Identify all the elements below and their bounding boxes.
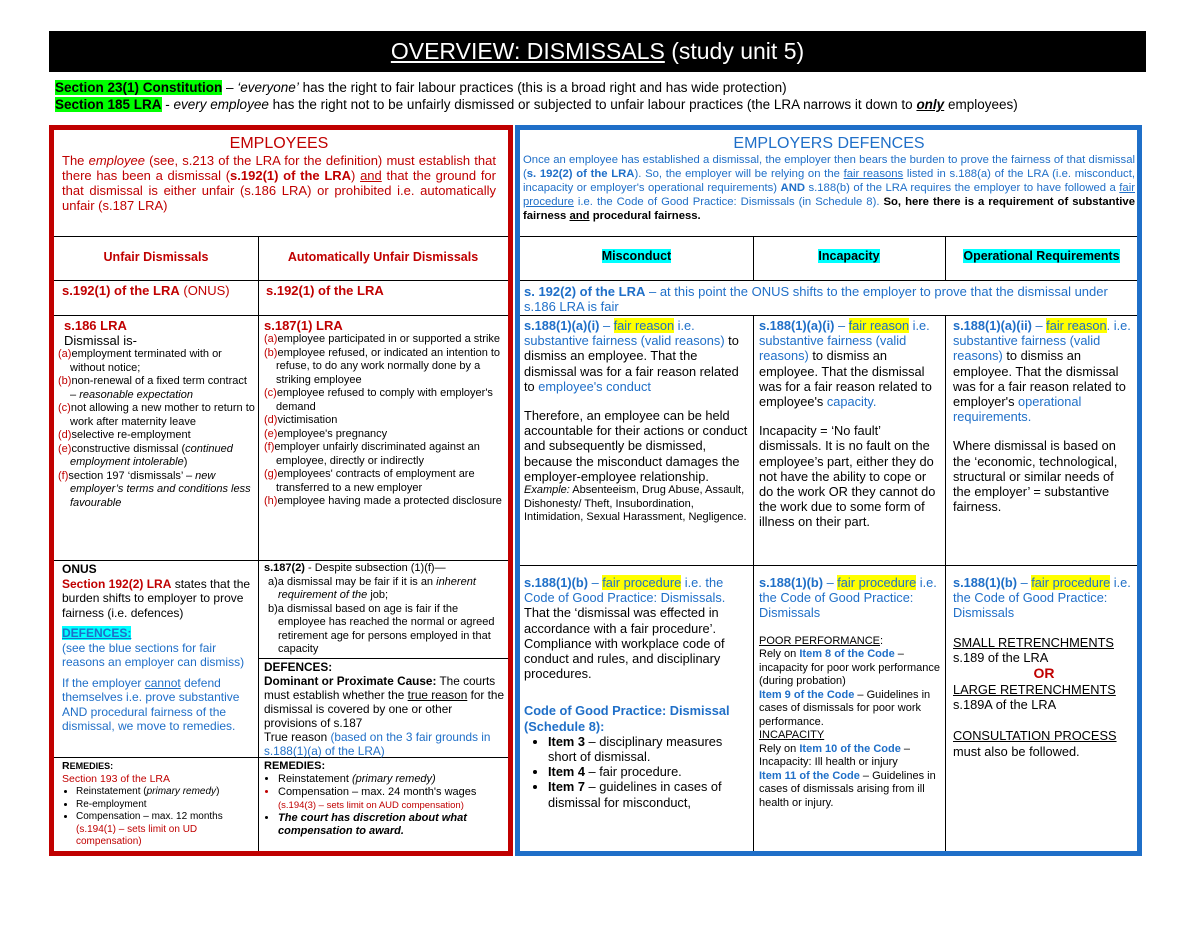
list-item: (b)employee refused, or indicated an intention to refuse, to do any work normally done by a striking employee: [264, 346, 501, 386]
divider: [753, 315, 754, 851]
employees-box: [62, 134, 496, 213]
item-letter: (f): [58, 469, 69, 482]
list-item: • Reinstatement (primary remedy): [76, 786, 256, 799]
remedies-unfair: REMEDIES: Section 193 of the LRA • Reinstatement (primary remedy) • Re-employment • Compensation – max. 12 months (s.194(1) – sets limit on UD compensation): [62, 760, 256, 849]
list-item: (b)non-renewal of a fixed term contract – reasonable expectation: [58, 375, 247, 401]
item-letter: (e): [264, 427, 278, 440]
list-item: • Re-employment: [76, 799, 256, 812]
operational-reason: s.188(1)(a)(ii) – fair reason. i.e. substantive fairness (valid reasons) to dismiss an employee. That the dismissal was for a fair reason related to employer's operational requirements. Where dismissal is based on the ‘economic, technological, structural or similar needs of the employer’ = substantive fairness.: [953, 318, 1131, 515]
remedies-auto: REMEDIES: • Reinstatement (primary remedy) • Compensation – max. 24 month's wages (s.194(3) – sets limit on AUD compensation) • The court has discretion about what compensation to award.: [264, 760, 506, 838]
list-item: (e)employee's pregnancy: [264, 427, 388, 440]
item-letter: (b): [58, 375, 72, 387]
col-auto-unfair: Automatically Unfair Dismissals: [287, 250, 479, 264]
s187-2-box: s.187(2) - Despite subsection (1)(f)— a)a dismissal may be fair if it is an inherent requirement of the job; b)a dismissal based on age is fair if the employee has reached the normal or agreed retirement age for persons employed in that capacity: [264, 562, 495, 655]
onus-employer: s. 192(2) of the LRA – at this point the ONUS shifts to the employer to prove that the dismissal under s.186 LRA is fair: [524, 284, 1108, 314]
divider: [259, 658, 508, 659]
intro: [55, 79, 1155, 113]
item-letter: (c): [264, 387, 277, 399]
list-item: (h)employee having made a protected disclosure: [264, 495, 502, 507]
item-letter: (d): [58, 429, 72, 441]
divider: [54, 236, 508, 237]
divider: [520, 315, 1137, 316]
onus-auto: s.192(1) of the LRA: [266, 283, 384, 298]
auto-defences: DEFENCES: Dominant or Proximate Cause: The courts must establish whether the true reason for the dismissal is covered by one or other provisions of s.187 True reason (based on the 3 fair grounds in s.188(1)(a) of the LRA): [264, 660, 505, 758]
onus-unfair: s.192(1) of the LRA (ONUS): [62, 283, 230, 298]
list-item: • Item 4 – fair procedure.: [548, 764, 750, 779]
divider: [520, 565, 1137, 566]
list-item: • Compensation – max. 24 month's wages (s.194(3) – sets limit on AUD compensation): [278, 786, 506, 812]
divider: [258, 237, 259, 851]
list-item: (c)employee refused to comply with employer's demand: [264, 387, 493, 413]
item-letter: (e): [58, 442, 72, 455]
employers-box: [523, 134, 1135, 223]
misconduct-procedure: s.188(1)(b) – fair procedure i.e. the Code of Good Practice: Dismissals. That the ‘dismissal was effected in accordance with a fair procedure’. Compliance with workplace code of conduct and rules, and disciplinary procedures. Code of Good Practice: Dismissal (Schedule 8): • Item 3 – disciplinary measures short of dismissal. • Item 4 – fair procedure. • Item 7 – guidelines in cases of dismissal for misconduct,: [524, 575, 750, 810]
list-item: (a)employee participated in or supported a strike: [264, 333, 501, 345]
s187-list: [264, 333, 504, 509]
list-item: • Item 7 – guidelines in cases of dismissal for misconduct,: [548, 779, 750, 809]
employers-heading: EMPLOYERS DEFENCES: [733, 135, 925, 152]
intro-line-1: Section 23(1) Constitution – ‘everyone’ has the right to fair labour practices (this is a broad right and has wide protection): [55, 80, 787, 95]
item-letter: (f): [264, 441, 275, 453]
list-item: (f)section 197 ‘dismissals’ – new employer’s terms and conditions less favourable: [58, 469, 251, 509]
list-item: (e)constructive dismissal (continued employment intolerable): [58, 442, 233, 468]
col-operational: Operational Requirements: [963, 249, 1120, 263]
item-letter: (d): [264, 414, 278, 426]
page-title: OVERVIEW: DISMISSALS (study unit 5): [49, 31, 1146, 72]
list-item: (c)not allowing a new mother to return to work after maternity leave: [58, 402, 255, 428]
divider: [753, 237, 754, 280]
item-letter: (h): [264, 495, 278, 507]
incapacity-procedure: s.188(1)(b) – fair procedure i.e. the Code of Good Practice: Dismissals POOR PERFORMANCE: Rely on Item 8 of the Code – incapacity for poor work performance (during probation) Item 9 of the Code – Guidelines in cases of dismissals for poor work performance. INCAPACITY Rely on Item 10 of the Code – Incapacity: Ill health or injury Item 11 of the Code – Guidelines in cases of dismissals arising from ill health or injury.: [759, 575, 940, 809]
s186-box: s.186 LRA Dismissal is- (a)employment terminated with or without notice; (b)non-renewal of a fixed term contract – reasonable expectation (c)not allowing a new mother to return to work after maternity leave (d)selective re-employment (e)constructive dismissal (continued employment intolerable) (f)section 197 ‘dismissals’ – new employer’s terms and conditions less favourable: [58, 318, 255, 509]
misconduct-reason: s.188(1)(a)(i) – fair reason i.e. substantive fairness (valid reasons) to dismiss an employee. That the dismissal was for a fair reason related to employee's conduct Therefore, an employee can be held accountable for their actions or conduct and subsequently be dismissed, because the misconduct damages the employer-employee relationship. Example: Absenteeism, Drug Abuse, Assault, Dishonesty/ Theft, Insubordination, Intimidation, Sexual Harassment, Negligence.: [524, 318, 748, 524]
divider: [520, 280, 1137, 281]
item-letter: (c): [58, 402, 71, 414]
list-item: • Compensation – max. 12 months (s.194(1) – sets limit on UD compensation): [76, 811, 256, 849]
list-item: (g)employees' contracts of employment are transferred to a new employer: [264, 468, 475, 494]
divider: [945, 237, 946, 280]
list-item: (d)selective re-employment: [58, 429, 191, 441]
item-letter: (a): [264, 333, 278, 345]
intro-line-2: Section 185 LRA - every employee has the right not to be unfairly dismissed or subjected to unfair labour practices (the LRA narrows it down to only employees): [55, 97, 1018, 112]
divider: [520, 236, 1137, 237]
list-item: (f)employer unfairly discriminated against an employee, directly or indirectly: [264, 441, 480, 467]
divider: [945, 315, 946, 851]
list-item: • Reinstatement (primary remedy): [278, 773, 506, 786]
list-item: (a)employment terminated with or without notice;: [58, 348, 222, 374]
employers-text: Once an employee has established a dismissal, the employer then bears the burden to prove the fairness of that dismissal (s. 192(2) of the LRA). So, the employer will be relying on the fair reasons listed in s.188(a) of the LRA (i.e. misconduct, incapacity or employer's operational requirements) AND s.188(b) of the LRA requires the employer to have followed a fair procedure i.e. the Code of Good Practice: Dismissals (in Schedule 8). So, here there is a requirement of substantive fairness and procedural fairness.: [523, 154, 1135, 222]
s187-box: s.187(1) LRA (a)employee participated in or supported a strike (b)employee refused, or indicated an intention to refuse, to do any work normally done by a striking employee (c)employee refused to comply with employer's demand (d)victimisation (e)employee's pregnancy (f)employer unfairly discriminated against an employee, directly or indirectly (g)employees' contracts of employment are transferred to a new employer (h)employee having made a protected disclosure: [264, 318, 504, 509]
list-item: (d)victimisation: [264, 414, 338, 426]
incapacity-reason: s.188(1)(a)(i) – fair reason i.e. substantive fairness (valid reasons) to dismiss an employee. That the dismissal was for a fair reason related to employee's capacity. Incapacity = ‘No fault’ dismissals. It is no fault on the employee’s part, either they do not have the ability to cope or do the work OR they cannot do the work due to some form of illness on their part.: [759, 318, 936, 530]
col-misconduct: Misconduct: [601, 249, 672, 263]
operational-procedure: s.188(1)(b) – fair procedure i.e. the Code of Good Practice: Dismissals SMALL RETRENCHMENTS s.189 of the LRA OR LARGE RETRENCHMENTS s.189A of the LRA CONSULTATION PROCESS must also be followed.: [953, 575, 1131, 759]
divider: [54, 560, 508, 561]
employees-heading: EMPLOYEES: [229, 135, 329, 152]
s186-list: [58, 348, 256, 510]
item-letter: (g): [264, 468, 278, 480]
list-item: • The court has discretion about what compensation to award.: [278, 812, 506, 838]
col-incapacity: Incapacity: [818, 249, 880, 263]
item-letter: (b): [264, 346, 278, 359]
divider: [54, 315, 508, 316]
divider: [54, 280, 508, 281]
list-item: • Item 3 – disciplinary measures short of dismissal.: [548, 734, 750, 764]
item-letter: (a): [58, 348, 72, 360]
col-unfair-dismissals: Unfair Dismissals: [103, 250, 209, 264]
employees-text: The employee (see, s.213 of the LRA for the definition) must establish that there has been a dismissal (s.192(1) of the LRA) and that the ground for that dismissal is either unfair (s.186 LRA) or prohibited i.e. automatically unfair (s.187 LRA): [62, 153, 496, 213]
onus-box: ONUS Section 192(2) LRA states that the burden shifts to employer to prove fairness (i.e. defences) DEFENCES: (see the blue sections for fair reasons an employer can dismiss) If the employer cannot defend themselves i.e. prove substantive AND procedural fairness of the dismissal, we move to remedies.: [62, 562, 251, 733]
